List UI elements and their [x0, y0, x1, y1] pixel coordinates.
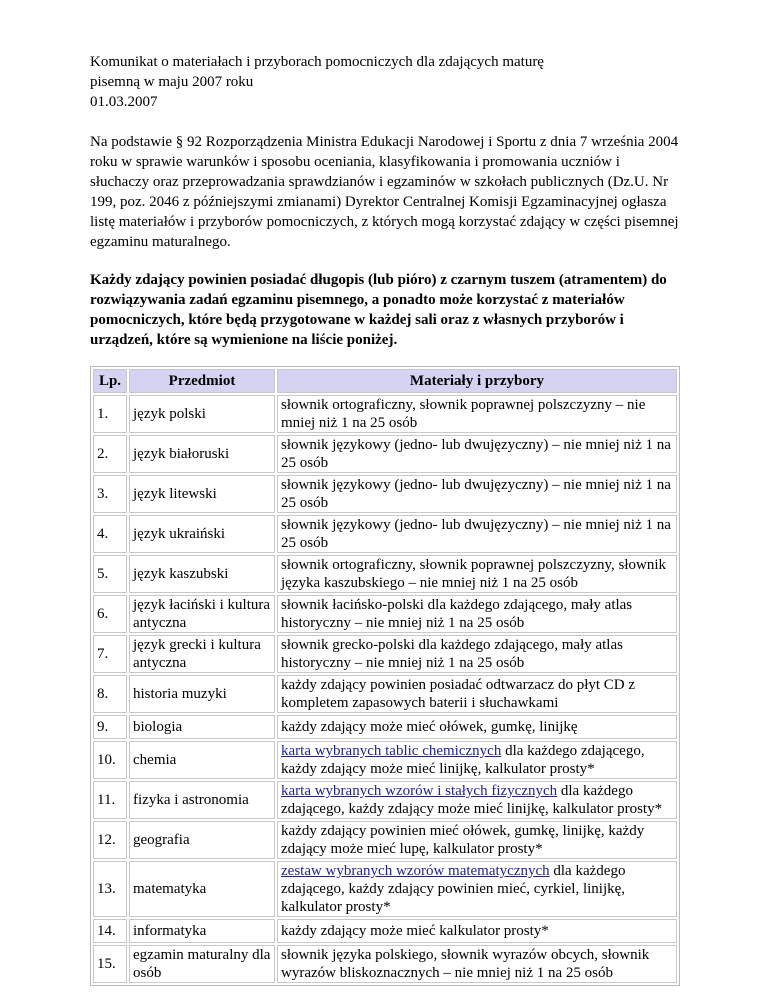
date: 01.03.2007	[90, 94, 158, 110]
row-materials: każdy zdający może mieć ołówek, gumkę, linijkę	[277, 715, 677, 739]
row-materials: każdy zdający powinien posiadać odtwarzacz do płyt CD z kompletem zapasowych baterii i słuchawkami	[277, 675, 677, 713]
header-lp: Lp.	[93, 369, 127, 393]
table-row	[93, 919, 677, 943]
row-subject: chemia	[129, 741, 275, 779]
row-lp: 6.	[93, 595, 127, 633]
material-link[interactable]: karta wybranych wzorów i stałych fizycznych	[281, 783, 558, 799]
row-subject: historia muzyki	[129, 675, 275, 713]
table-row	[93, 635, 677, 673]
row-materials: słownik łacińsko-polski dla każdego zdającego, mały atlas historyczny – nie mniej niż 1 na 25 osób	[277, 595, 677, 633]
row-materials: każdy zdający może mieć kalkulator prosty*	[277, 919, 677, 943]
material-link[interactable]: zestaw wybranych wzorów matematycznych	[281, 863, 550, 879]
material-text: dla każdego zdającego, każdy zdający może mieć linijkę, kalkulator prosty*	[281, 743, 645, 777]
row-subject: informatyka	[129, 919, 275, 943]
intro-paragraph: Na podstawie § 92 Rozporządzenia Ministra Edukacji Narodowej i Sportu z dnia 7 września 2004 roku w sprawie warunków i sposobu oceniania, klasyfikowania i promowania uczniów i słuchaczy oraz przeprowadzania sprawdzianów i egzaminów w szkołach publicznych (Dz.U. Nr 199, poz. 2046 z późniejszymi zmianami) Dyrektor Centralnej Komisji Egzaminacyjnej ogłasza listę materiałów i przyborów pomocniczych, z których mogą korzystać zdający w części pisemnej egzaminu maturalnego.	[90, 134, 679, 250]
table-row	[93, 675, 677, 713]
row-subject: matematyka	[129, 861, 275, 917]
row-materials: słownik języka polskiego, słownik wyrazów obcych, słownik wyrazów bliskoznacznych – nie mniej niż 1 na 25 osób	[277, 945, 677, 983]
row-materials: słownik ortograficzny, słownik poprawnej polszczyzny, słownik języka kaszubskiego – nie mniej niż 1 na 25 osób	[277, 555, 677, 593]
materials-table	[90, 366, 680, 986]
row-lp: 5.	[93, 555, 127, 593]
table-row	[93, 715, 677, 739]
row-materials	[277, 861, 677, 917]
row-lp: 7.	[93, 635, 127, 673]
material-text: dla każdego zdającego, każdy zdający powinien mieć, cyrkiel, linijkę, kalkulator prosty*	[281, 863, 626, 915]
title-line-1: Komunikat o materiałach i przyborach pomocniczych dla zdających maturę	[90, 54, 544, 70]
material-link[interactable]: karta wybranych tablic chemicznych	[281, 743, 502, 759]
row-materials	[277, 741, 677, 779]
row-materials: słownik ortograficzny, słownik poprawnej polszczyzny – nie mniej niż 1 na 25 osób	[277, 395, 677, 433]
row-materials: słownik językowy (jedno- lub dwujęzyczny) – nie mniej niż 1 na 25 osób	[277, 515, 677, 553]
row-lp: 4.	[93, 515, 127, 553]
row-materials	[277, 781, 677, 819]
document	[90, 52, 680, 986]
row-materials: każdy zdający powinien mieć ołówek, gumkę, linijkę, każdy zdający może mieć lupę, kalkulator prosty*	[277, 821, 677, 859]
table-row	[93, 555, 677, 593]
header-materials: Materiały i przybory	[277, 369, 677, 393]
table-row	[93, 781, 677, 819]
row-subject: fizyka i astronomia	[129, 781, 275, 819]
row-subject: język litewski	[129, 475, 275, 513]
row-lp: 12.	[93, 821, 127, 859]
row-lp: 1.	[93, 395, 127, 433]
row-subject: biologia	[129, 715, 275, 739]
row-lp: 9.	[93, 715, 127, 739]
row-lp: 15.	[93, 945, 127, 983]
table-row	[93, 741, 677, 779]
row-subject: geografia	[129, 821, 275, 859]
row-subject: język grecki i kultura antyczna	[129, 635, 275, 673]
row-lp: 11.	[93, 781, 127, 819]
row-lp: 2.	[93, 435, 127, 473]
header	[90, 52, 680, 112]
row-lp: 10.	[93, 741, 127, 779]
row-lp: 14.	[93, 919, 127, 943]
row-materials: słownik grecko-polski dla każdego zdającego, mały atlas historyczny – nie mniej niż 1 na 25 osób	[277, 635, 677, 673]
table-row	[93, 861, 677, 917]
row-lp: 13.	[93, 861, 127, 917]
table-row	[93, 595, 677, 633]
row-materials: słownik językowy (jedno- lub dwujęzyczny) – nie mniej niż 1 na 25 osób	[277, 435, 677, 473]
row-subject: egzamin maturalny dla osób	[129, 945, 275, 983]
table-body	[93, 395, 677, 983]
row-subject: język ukraiński	[129, 515, 275, 553]
header-subject: Przedmiot	[129, 369, 275, 393]
material-text: dla każdego zdającego, każdy zdający może mieć linijkę, kalkulator prosty*	[281, 783, 663, 817]
table-row	[93, 515, 677, 553]
row-subject: język białoruski	[129, 435, 275, 473]
row-subject: język kaszubski	[129, 555, 275, 593]
table-header-row	[93, 369, 677, 393]
title-line-2: pisemną w maju 2007 roku	[90, 74, 254, 90]
row-subject: język polski	[129, 395, 275, 433]
table-row	[93, 435, 677, 473]
table-row	[93, 945, 677, 983]
row-lp: 3.	[93, 475, 127, 513]
table-row	[93, 821, 677, 859]
row-subject: język łaciński i kultura antyczna	[129, 595, 275, 633]
bold-intro-paragraph: Każdy zdający powinien posiadać długopis (lub pióro) z czarnym tuszem (atramentem) do rozwiązywania zadań egzaminu pisemnego, a ponadto może korzystać z materiałów pomocniczych, które będą przygotowane w każdej sali oraz z własnych przyborów i urządzeń, które są wymienione na liście poniżej.	[90, 272, 667, 348]
table-row	[93, 475, 677, 513]
row-materials: słownik językowy (jedno- lub dwujęzyczny) – nie mniej niż 1 na 25 osób	[277, 475, 677, 513]
table-row	[93, 395, 677, 433]
row-lp: 8.	[93, 675, 127, 713]
